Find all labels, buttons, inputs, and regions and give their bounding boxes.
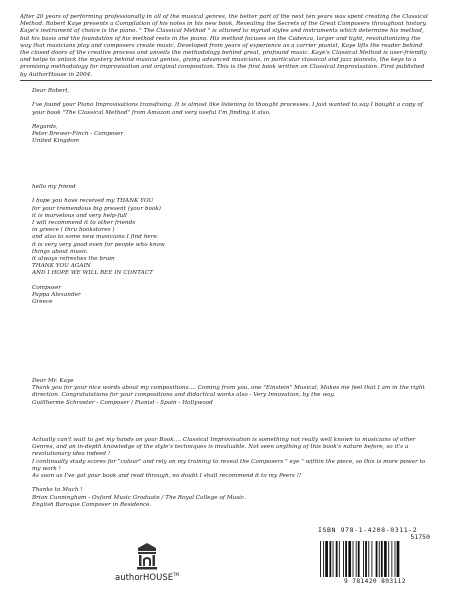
- authorhouse-logo-icon: [136, 542, 158, 570]
- letter-brian-cunningham: Actually can't wait to get my hands on your Book.... Classical Improvisation is something not really well known to musicians of other Genres, and an in-depth knowledge of the style's techniques is invaluable. Not seen anything of this book's nature before, so it's a revolutionary idea indeed ! I continually study scores for "colour" and rely on my training to reveal the Composers " eye " within the piece, so this is more power to my work ! As soon as I've got your book and read through, no doubt I shall recommend it to my Peers !! Thanks to Much ! Brian Cunningham - Oxford Music Graduate / The Royal College of Music. English Baroque Composer in Residence.: [32, 437, 426, 508]
- letter-pappa-alexander: hello my friend I hope you have received my THANK YOU for your tremendous big present (your book) it is marvelous and very help-full I will recommend it to other friends in greece ( thru bookstores ) and also to some new musicians I find here. it is very very good even for people who know things about music. it always refreshes the brain THANK YOU AGAIN AND I HOPE WE WILL BEE IN CONTACT Composer Pappa Alexander Greece: [32, 184, 165, 306]
- trademark-symbol: TM: [173, 572, 179, 577]
- divider-line: [20, 80, 432, 81]
- barcode-block: [318, 526, 432, 588]
- publisher-name: authorHOUSE: [115, 572, 174, 583]
- letter-peter-brewer-finch: Dear Robert, I've found your Piano Improvisations transfixing. It is almost like listening to thought processes. I just wanted to say I bought a copy of your book "The Classical Method" from Amazon and very useful I'm finding it also. Regards, Peter Brewer-Finch - Composer United Kingdom: [32, 88, 423, 145]
- barcode-digits: 9 781420 803112: [344, 578, 406, 585]
- price-code: 51750: [410, 533, 430, 541]
- isbn-text: ISBN 978-1-4208-0311-2: [318, 526, 418, 534]
- barcode-bars: [320, 541, 430, 577]
- letter-guillherme-schroeter: Dear Mr. Kaye Thank you for your nice words about my compositions.... Coming from you, one "Einstein" Musical, Makes me feel that I am in the right direction. Congratulations for your compositions and didactical works also - Very Innovation, by the way. Guillherme Schroeter - Composer / Pianist - Spain - Hollywood: [32, 378, 425, 406]
- authorhouse-wordmark: [110, 572, 184, 583]
- intro-paragraph: After 20 years of performing professionally in all of the musical genres, the better part of the next ten years was spent creating the Classical Method. Robert Kaye presents a Compilation of his notes in his new book, Revealing the Secrets of the Great Composers throughout history. Kaye's instrument of choice is the piano. " The Classical Method " is attuned to myriad styles and instruments which determine his method, but his basis and the foundation of his method rests in the piano. His method focuses on the Cadenza, larger and tight, revolutionizing the way that musicians play and composers create music. Developed from years of experience as a carrier pianist, Kaye lifts the reader behind the closed doors of the creative process and unveils the methodology behind great, profound music. Kaye's Classical Method is user-friendly and helps to unlock the mystery behind musical genius, giving advanced musicians, in particular classical and jazz pianists, the keys to a promising methodology for improvisation and original composition. This is the first book written on Classical Improvisation. First published by AuthorHouse in 2004.: [20, 14, 430, 78]
- authorhouse-logo: [110, 542, 184, 590]
